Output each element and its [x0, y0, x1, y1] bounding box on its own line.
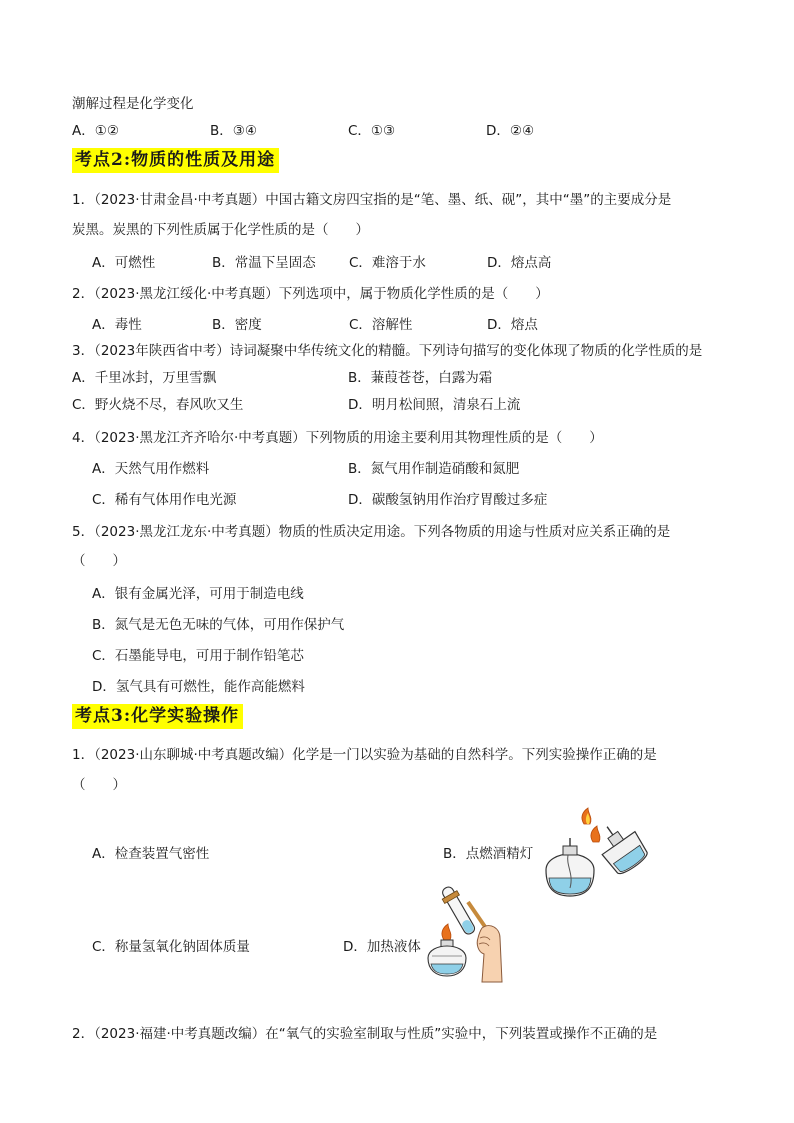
- option-d: D．碳酸氢钠用作治疗胃酸过多症: [348, 492, 548, 508]
- option-c: C．石墨能导电，可用于制作铅笔芯: [92, 648, 304, 664]
- option-a: A．可燃性: [92, 255, 156, 271]
- option-d: D．加热液体: [343, 939, 421, 955]
- alcohol-lamp-lighting-illustration: [540, 808, 650, 900]
- option-b: B．密度: [212, 317, 262, 333]
- question-2-4-line1: 4．（2023·黑龙江齐齐哈尔·中考真题）下列物质的用途主要利用其物理性质的是（ ）: [72, 430, 603, 446]
- option-a: A．天然气用作燃料: [92, 461, 210, 477]
- option-d: D．熔点高: [487, 255, 552, 271]
- option-b: B．点燃酒精灯: [443, 846, 534, 862]
- option-d: D．熔点: [487, 317, 538, 333]
- section-heading-3: 考点3:化学实验操作: [72, 704, 243, 729]
- question-2-3-line1: 3．（2023年陕西省中考）诗词凝聚中华传统文化的精髓。下列诗句描写的变化体现了物质的化学性质的是: [72, 343, 703, 359]
- option-a: A．千里冰封，万里雪飘: [72, 370, 217, 386]
- option-b: B．氮气是无色无味的气体，可用作保护气: [92, 617, 345, 633]
- option-d: D．氢气具有可燃性，能作高能燃料: [92, 679, 305, 695]
- option-b: B．③④: [210, 123, 257, 139]
- option-a: A．毒性: [92, 317, 142, 333]
- question-continuation: 潮解过程是化学变化: [72, 96, 194, 112]
- question-2-1-line1: 1．（2023·甘肃金昌·中考真题）中国古籍文房四宝指的是“笔、墨、纸、砚”，其中“墨”的主要成分是: [72, 192, 672, 208]
- question-3-1-line2: （ ）: [72, 777, 126, 793]
- option-c: C．①③: [348, 123, 396, 139]
- option-a: A．①②: [72, 123, 119, 139]
- question-2-1-line2: 炭黑。炭黑的下列性质属于化学性质的是（ ）: [72, 222, 369, 238]
- question-2-5-line1: 5．（2023·黑龙江龙东·中考真题）物质的性质决定用途。下列各物质的用途与性质对应关系正确的是: [72, 524, 671, 540]
- question-3-1-line1: 1．（2023·山东聊城·中考真题改编）化学是一门以实验为基础的自然科学。下列实验操作正确的是: [72, 747, 657, 763]
- question-2-5-line2: （ ）: [72, 553, 126, 569]
- question-3-2-line1: 2．（2023·福建·中考真题改编）在“氧气的实验室制取与性质”实验中，下列装置或操作不正确的是: [72, 1026, 658, 1042]
- option-d: D．②④: [486, 123, 535, 139]
- option-c: C．溶解性: [349, 317, 413, 333]
- option-b: B．蒹葭苍苍，白露为霜: [348, 370, 493, 386]
- section-heading-2: 考点2:物质的性质及用途: [72, 148, 279, 173]
- option-a: A．银有金属光泽，可用于制造电线: [92, 586, 304, 602]
- option-c: C．稀有气体用作电光源: [92, 492, 237, 508]
- option-b: B．常温下呈固态: [212, 255, 316, 271]
- option-c: C．称量氢氧化钠固体质量: [92, 939, 250, 955]
- option-a: A．检查装置气密性: [92, 846, 210, 862]
- option-c: C．难溶于水: [349, 255, 426, 271]
- option-b: B．氮气用作制造硝酸和氮肥: [348, 461, 520, 477]
- option-c: C．野火烧不尽，春风吹又生: [72, 397, 244, 413]
- option-d: D．明月松间照，清泉石上流: [348, 397, 521, 413]
- heating-liquid-illustration: [424, 882, 506, 984]
- question-2-2-line1: 2．（2023·黑龙江绥化·中考真题）下列选项中，属于物质化学性质的是（ ）: [72, 286, 549, 302]
